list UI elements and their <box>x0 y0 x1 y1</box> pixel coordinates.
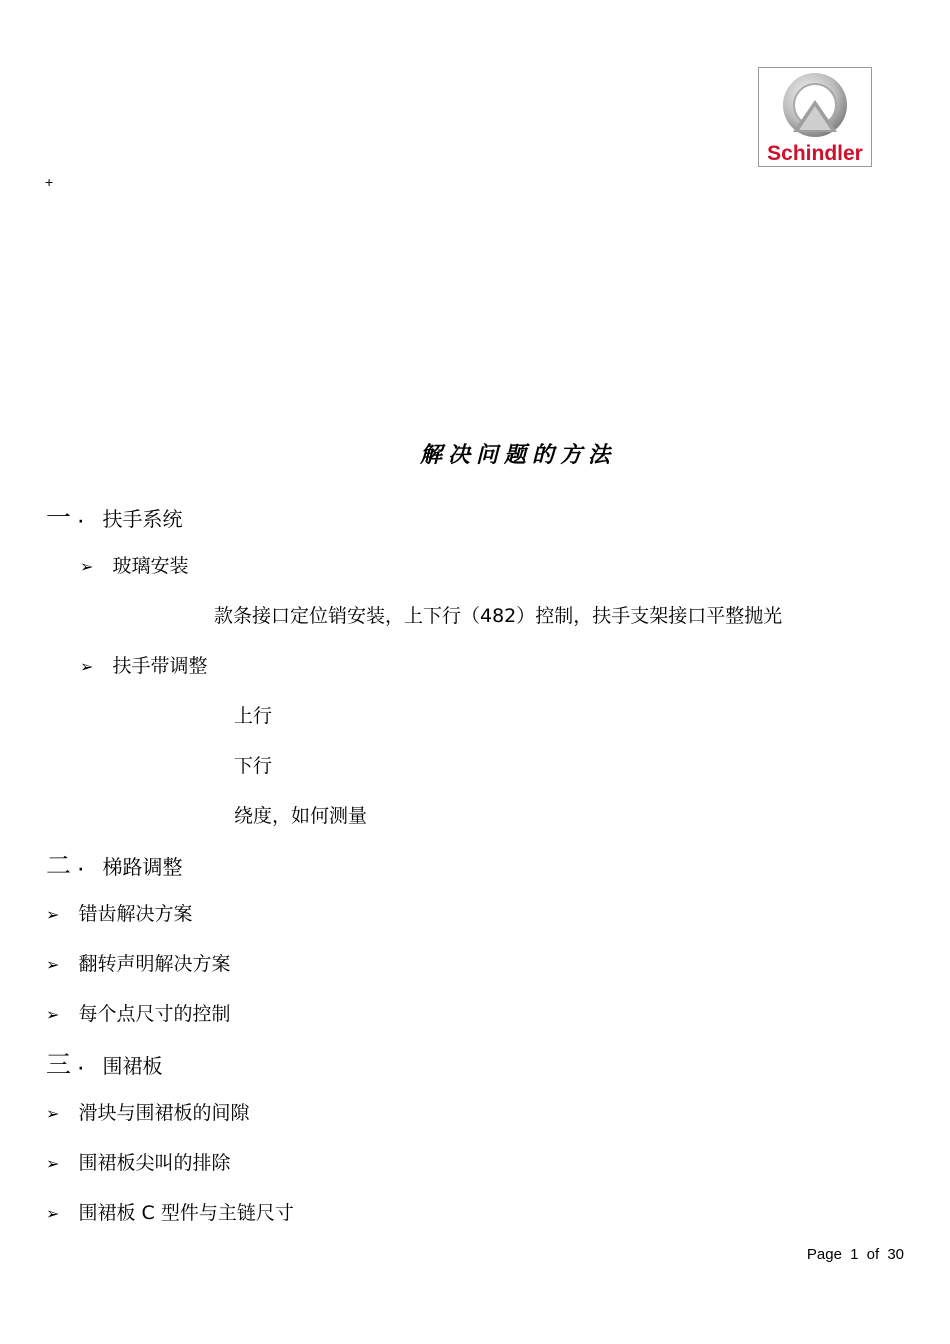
page-word: Page <box>806 1246 842 1263</box>
arrow-bullet-icon: ➢ <box>46 1154 60 1173</box>
section-number: 二 <box>46 851 72 880</box>
list-item-detail: 绕度，如何测量 <box>234 805 368 827</box>
list-item-detail: 下行 <box>234 755 273 777</box>
arrow-bullet-icon: ➢ <box>46 955 60 974</box>
plus-marker: + <box>45 174 54 190</box>
list-item <box>46 1098 250 1125</box>
arrow-bullet-icon: ➢ <box>46 905 60 924</box>
arrow-bullet-icon: ➢ <box>46 1005 60 1024</box>
section-label: 围裙板 <box>102 1054 163 1078</box>
list-item <box>46 899 193 926</box>
arrow-bullet-icon: ➢ <box>46 1104 60 1123</box>
list-item-text: 围裙板尖叫的排除 <box>78 1152 231 1174</box>
arrow-bullet-icon: ➢ <box>80 657 94 676</box>
section-label: 扶手系统 <box>102 507 183 531</box>
list-item <box>46 949 231 976</box>
arrow-bullet-icon: ➢ <box>80 557 94 576</box>
list-item-detail: 上行 <box>234 705 273 727</box>
section-label: 梯路调整 <box>102 855 183 879</box>
page-of-word: of <box>866 1246 880 1263</box>
list-item-text: 玻璃安装 <box>112 555 189 577</box>
page-total: 30 <box>887 1246 904 1263</box>
list-item-text: 每个点尺寸的控制 <box>78 1003 231 1025</box>
list-item <box>46 999 231 1026</box>
list-item <box>80 551 189 578</box>
schindler-logo <box>758 67 872 167</box>
list-item-text: 扶手带调整 <box>112 655 208 677</box>
list-item-text: 围裙板 C 型件与主链尺寸 <box>78 1202 294 1224</box>
list-item <box>80 651 208 678</box>
section-number: 三 <box>46 1050 72 1079</box>
list-item-text: 滑块与围裙板的间隙 <box>78 1102 250 1124</box>
page-title: 解决问题的方法 <box>419 442 616 468</box>
section-heading-2 <box>46 846 183 882</box>
list-item-text: 翻转声明解决方案 <box>78 953 231 975</box>
list-item <box>46 1148 231 1175</box>
section-dot: · <box>78 1061 84 1077</box>
section-heading-1 <box>46 498 183 534</box>
section-dot: · <box>78 862 84 878</box>
arrow-bullet-icon: ➢ <box>46 1204 60 1223</box>
list-item <box>46 1198 294 1225</box>
logo-wordmark: Schindler <box>767 142 863 165</box>
list-item-detail: 款条接口定位销安装，上下行（482）控制，扶手支架接口平整抛光 <box>214 605 783 627</box>
page-footer <box>807 1246 904 1263</box>
section-number: 一 <box>46 503 72 532</box>
list-item-text: 错齿解决方案 <box>78 903 193 925</box>
section-dot: · <box>78 514 84 530</box>
section-heading-3 <box>46 1045 163 1081</box>
page-current: 1 <box>850 1246 859 1263</box>
